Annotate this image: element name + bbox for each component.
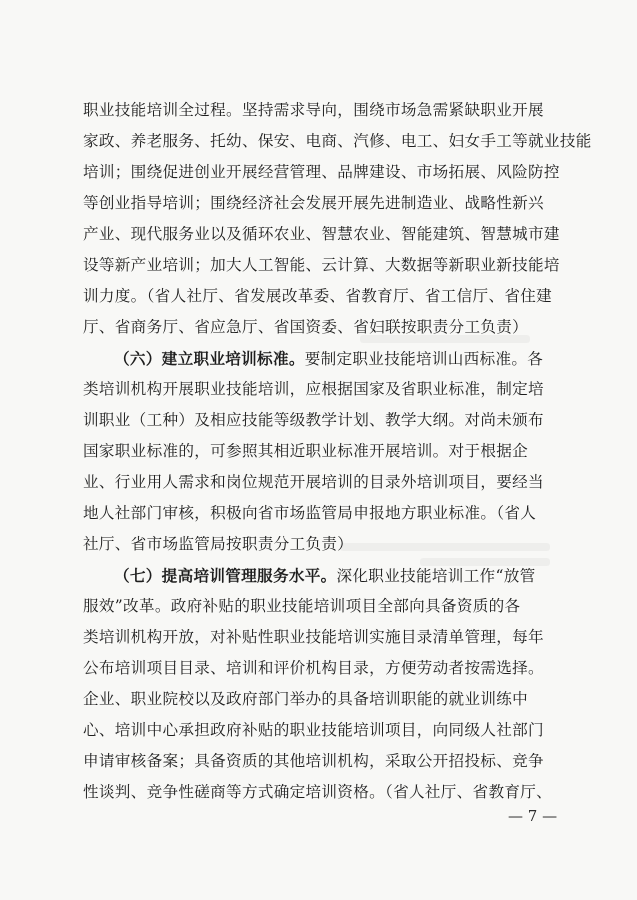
text-line: 等创业指导培训；围绕经济社会发展开展先进制造业、战略性新兴 <box>83 194 544 212</box>
text-line: 训力度。（省人社厅、省发展改革委、省教育厅、省工信厅、省住建 <box>83 287 553 305</box>
text-line: 社厅、省市场监管局按职责分工负责） <box>83 535 354 553</box>
text-line: 国家职业标准的，可参照其相近职业标准开展培训。对于根据企 <box>83 442 529 460</box>
text-line: 家政、养老服务、托幼、保安、电商、汽修、电工、妇女手工等就业技能 <box>83 132 592 150</box>
text-line: 申请审核备案；具备资质的其他培训机构，采取公开招投标、竞争 <box>83 752 544 770</box>
text-line: 产业、现代服务业以及循环农业、智慧农业、智能建筑、智慧城市建 <box>83 225 560 243</box>
text-line: 培训；围绕促进创业开展经营管理、品牌建设、市场拓展、风险防控 <box>83 163 560 181</box>
text-line: 训职业（工种）及相应技能等级教学计划、教学大纲。对尚未颁布 <box>83 411 544 429</box>
section-7-first-line <box>83 560 565 591</box>
text-line: 公布培训项目目录、培训和评价机构目录，方便劳动者按需选择。 <box>83 659 544 677</box>
text-line: 职业技能培训全过程。坚持需求导向，围绕市场急需紧缺职业开展 <box>83 101 544 119</box>
body-text <box>83 95 592 808</box>
section-6-heading: （六）建立职业培训标准。 <box>114 349 305 368</box>
section-6-first-line-text: 要制定职业技能培训山西标准。各 <box>304 350 544 368</box>
page-number: — 7 — <box>508 807 558 825</box>
text-line: 设等新产业培训；加大人工智能、云计算、大数据等新职业新技能培 <box>83 256 560 274</box>
section-7-heading: （七）提高培训管理服务水平。 <box>114 566 337 585</box>
text-line: 地人社部门审核，积极向省市场监管局申报地方职业标准。（省人 <box>83 504 537 522</box>
text-line: 厅、省商务厅、省应急厅、省国资委、省妇联按职责分工负责） <box>83 318 529 336</box>
section-7-first-line-text: 深化职业技能培训工作“放管 <box>336 567 536 585</box>
text-line: 心、培训中心承担政府补贴的职业技能培训项目，向同级人社部门 <box>83 721 544 739</box>
text-line: 企业、职业院校以及政府部门举办的具备培训职能的就业训练中 <box>83 690 529 708</box>
text-line: 类培训机构开展职业技能培训，应根据国家及省职业标准，制定培 <box>83 380 544 398</box>
text-line: 类培训机构开放，对补贴性职业技能培训实施目录清单管理，每年 <box>83 628 544 646</box>
text-line: 业、行业用人需求和岗位规范开展培训的目录外培训项目，要经当 <box>83 473 544 491</box>
text-line: 性谈判、竞争性磋商等方式确定培训资格。（省人社厅、省教育厅、 <box>83 783 553 801</box>
section-6-first-line <box>83 343 565 374</box>
text-line: 服效”改革。政府补贴的职业技能培训项目全部向具备资质的各 <box>83 597 521 615</box>
